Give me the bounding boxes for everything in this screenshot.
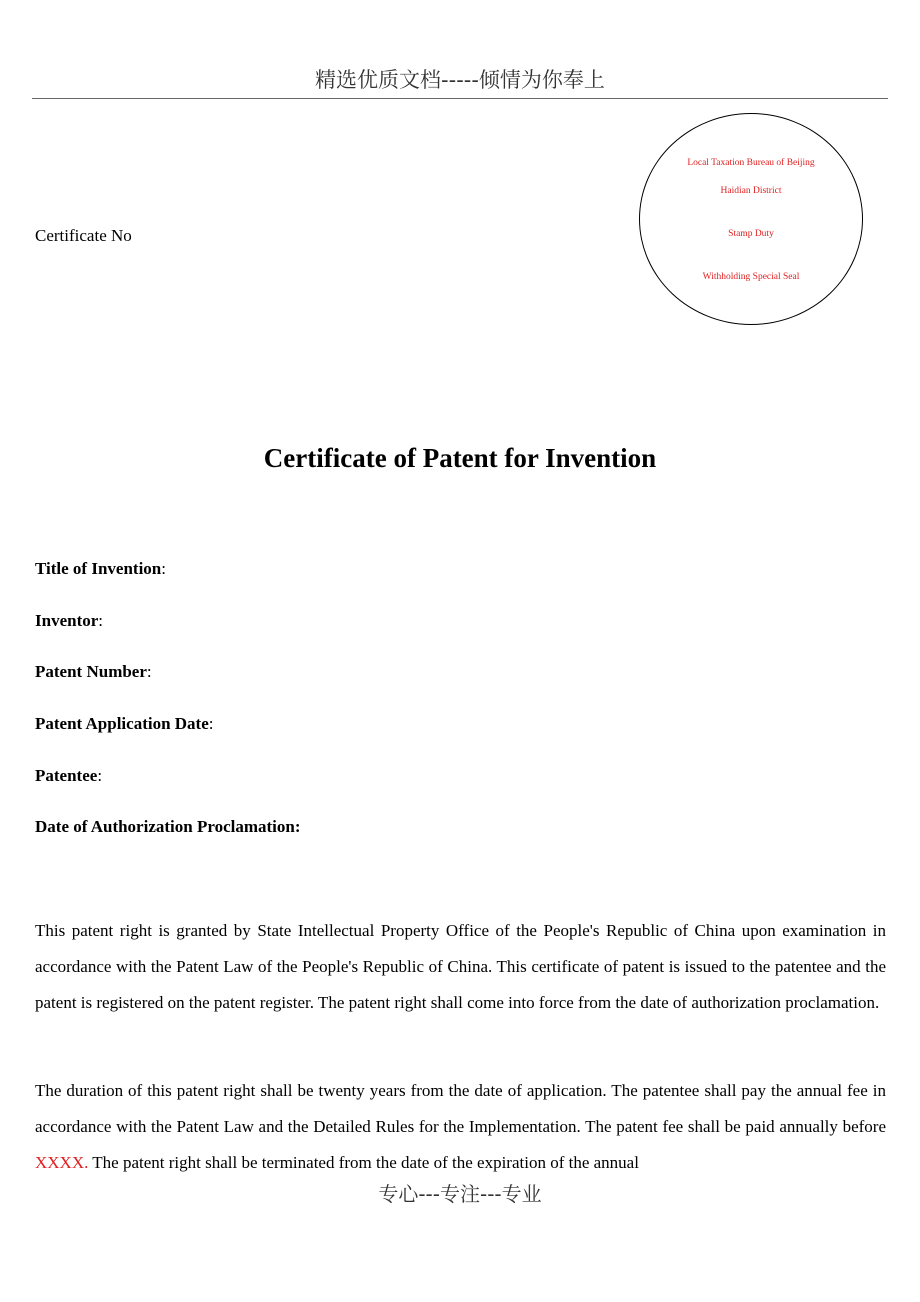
paragraph-text: The duration of this patent right shall be twenty years from the date of application. The patentee shall pay the annual fee in accordance with the Patent Law and the Detailed Rules for the Implementation. The patent fee shall be paid annually before [35, 1081, 886, 1136]
field-label: Patent Application Date [35, 714, 209, 733]
field-label: Title of Invention [35, 559, 162, 578]
page-header-text: 精选优质文档-----倾情为你奉上 [315, 68, 605, 92]
field-colon: : [97, 766, 103, 785]
seal-line-district: Haidian District [720, 186, 782, 196]
field-label: Inventor [35, 611, 99, 630]
field-patent-application-date [35, 714, 214, 734]
field-inventor [35, 611, 103, 631]
field-label: Patentee [35, 766, 98, 785]
field-label: Patent Number [35, 662, 147, 681]
header-divider [32, 98, 888, 99]
field-label: Date of Authorization Proclamation: [35, 817, 301, 836]
paragraph-text: The patent right shall be terminated from the date of the expiration of the annual [88, 1153, 639, 1172]
field-colon: : [208, 714, 214, 733]
seal-line-withholding: Withholding Special Seal [702, 272, 800, 282]
seal-line-bureau: Local Taxation Bureau of Beijing [687, 158, 815, 168]
field-colon: : [146, 662, 152, 681]
page-footer-text: 专心---专注---专业 [0, 1178, 920, 1208]
certificate-number-label: Certificate No [35, 226, 132, 245]
field-colon: : [98, 611, 104, 630]
document-title: Certificate of Patent for Invention [263, 443, 657, 473]
placeholder-date-highlight: XXXX. [35, 1153, 89, 1172]
field-title-of-invention [35, 559, 166, 579]
seal-line-stamp-duty: Stamp Duty [728, 229, 774, 239]
body-paragraph-grant: This patent right is granted by State Intellectual Property Office of the People's Republic of China upon examination in accordance with the Patent Law of the People's Republic of China. This certificate of patent is issued to the patentee and the patent is registered on the patent register. The patent right shall come into force from the date of authorization proclamation. [35, 921, 886, 1012]
field-patentee [35, 766, 102, 786]
field-patent-number [35, 662, 152, 682]
field-colon: : [161, 559, 166, 578]
stamp-duty-seal [639, 113, 863, 325]
field-date-of-authorization-proclamation [35, 817, 301, 837]
body-paragraph-duration [35, 1073, 886, 1181]
